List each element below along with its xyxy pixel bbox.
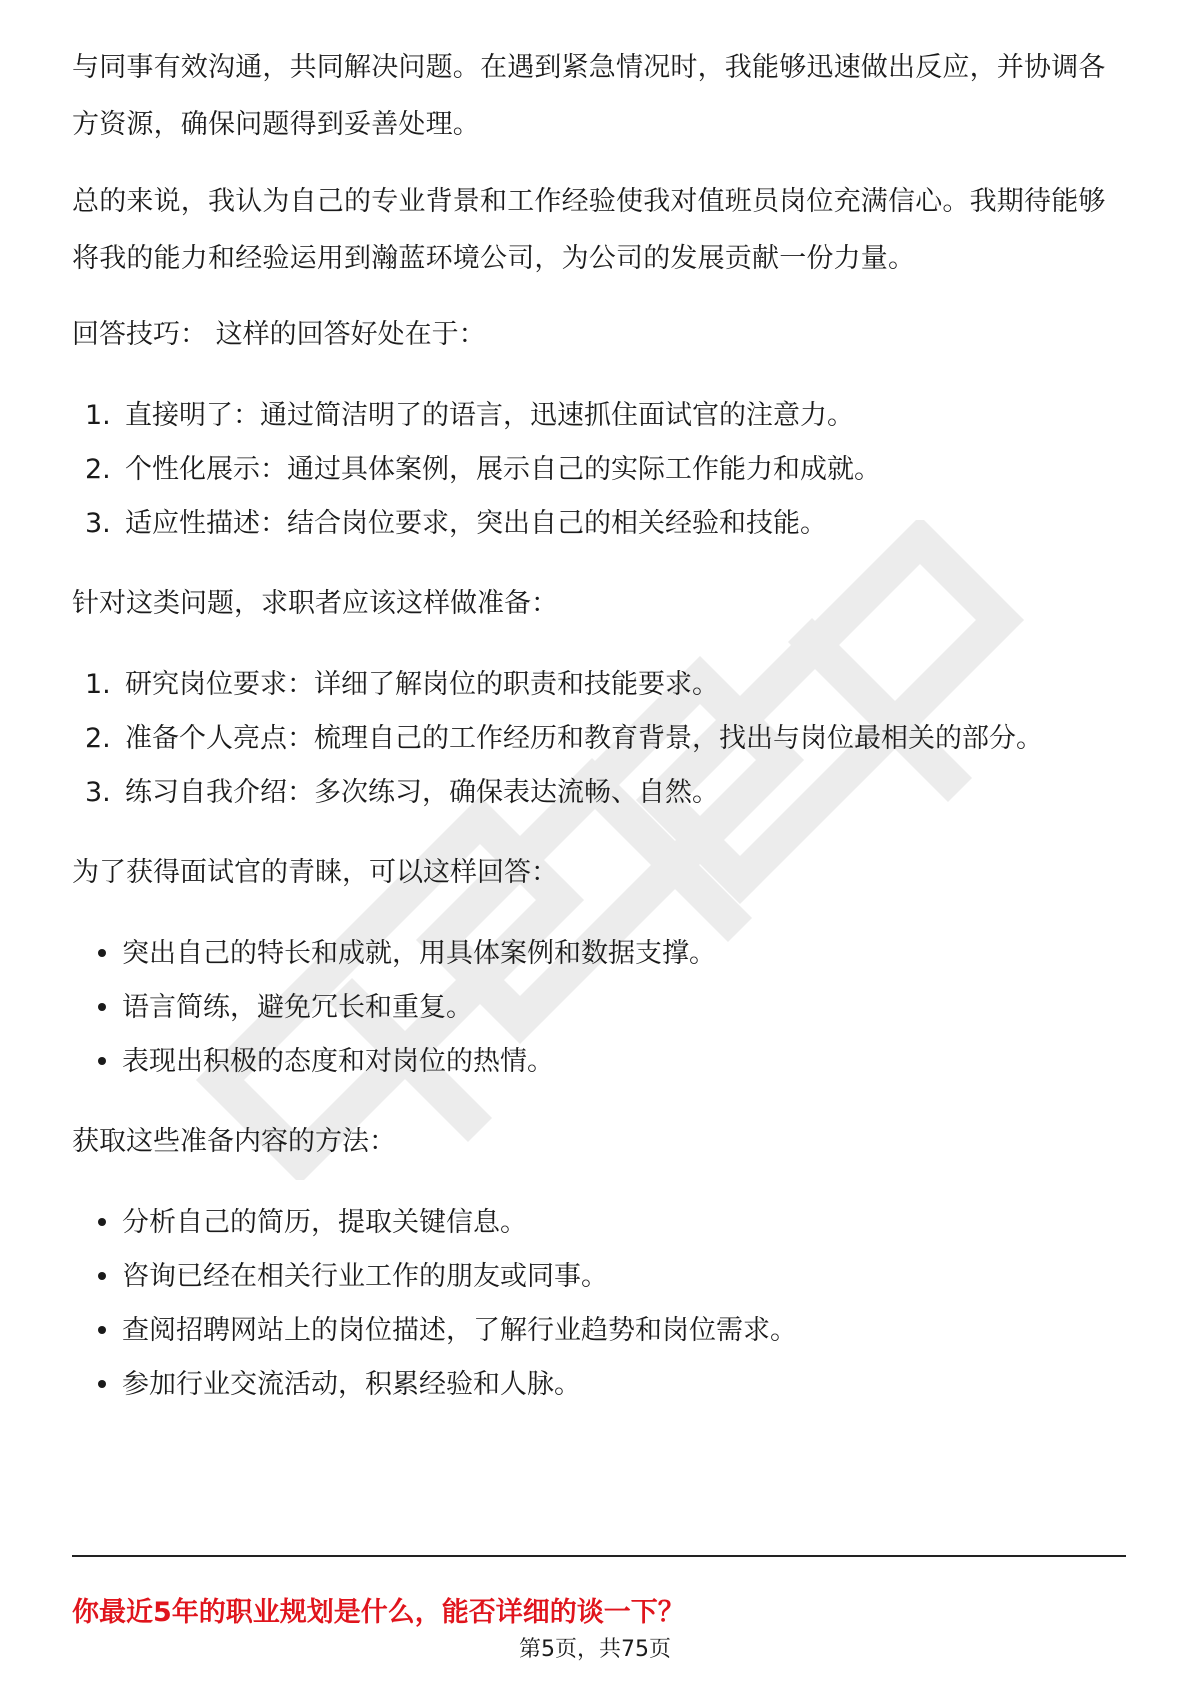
list-number: 3. <box>85 508 111 539</box>
prepare-heading: 针对这类问题，求职者应该这样做准备： <box>72 588 558 619</box>
list-number: 1. <box>85 400 111 431</box>
bullet-text: 突出自己的特长和成就，用具体案例和数据支撑。 <box>122 938 716 969</box>
bullet-dot-icon <box>98 1326 106 1334</box>
intro-paragraph-1: 与同事有效沟通，共同解决问题。在遇到紧急情况时，我能够迅速做出反应，并协调各方资源，确保问题得到妥善处理。 <box>72 52 1106 140</box>
impress-heading: 为了获得面试官的青睐，可以这样回答： <box>72 857 558 888</box>
bullet-text: 查阅招聘网站上的岗位描述，了解行业趋势和岗位需求。 <box>122 1315 797 1346</box>
bullet-text: 语言简练，避免冗长和重复。 <box>122 992 473 1023</box>
tips-list-item <box>85 396 854 436</box>
bullet-text: 分析自己的简历，提取关键信息。 <box>122 1207 527 1238</box>
list-text: 个性化展示：通过具体案例，展示自己的实际工作能力和成就。 <box>125 454 881 485</box>
list-text: 研究岗位要求：详细了解岗位的职责和技能要求。 <box>125 669 719 700</box>
list-number: 2. <box>85 454 111 485</box>
impress-bullet-item <box>98 988 473 1028</box>
methods-bullet-item <box>98 1311 797 1351</box>
bullet-dot-icon <box>98 1057 106 1065</box>
bullet-text: 参加行业交流活动，积累经验和人脉。 <box>122 1369 581 1400</box>
list-number: 2. <box>85 723 111 754</box>
intro-paragraph-2: 总的来说，我认为自己的专业背景和工作经验使我对值班员岗位充满信心。我期待能够将我的能力和经验运用到瀚蓝环境公司，为公司的发展贡献一份力量。 <box>72 186 1106 274</box>
bullet-dot-icon <box>98 1003 106 1011</box>
section-divider <box>72 1555 1126 1557</box>
prepare-list-item <box>85 773 719 813</box>
page-number: 第5页，共75页 <box>519 1637 671 1662</box>
tips-list-item <box>85 450 881 490</box>
impress-bullet-item <box>98 934 716 974</box>
list-text: 准备个人亮点：梳理自己的工作经历和教育背景，找出与岗位最相关的部分。 <box>125 723 1043 754</box>
list-text: 直接明了：通过简洁明了的语言，迅速抓住面试官的注意力。 <box>125 400 854 431</box>
methods-bullet-item <box>98 1257 608 1297</box>
impress-bullet-item <box>98 1042 554 1082</box>
bullet-dot-icon <box>98 1380 106 1388</box>
bullet-dot-icon <box>98 1272 106 1280</box>
bullet-dot-icon <box>98 1218 106 1226</box>
list-number: 1. <box>85 669 111 700</box>
tips-list-item <box>85 504 827 544</box>
prepare-list-item <box>85 719 1043 759</box>
methods-heading: 获取这些准备内容的方法： <box>72 1126 396 1157</box>
next-question-heading: 你最近5年的职业规划是什么，能否详细的谈一下？ <box>72 1597 685 1628</box>
methods-bullet-item <box>98 1203 527 1243</box>
bullet-dot-icon <box>98 949 106 957</box>
bullet-text: 咨询已经在相关行业工作的朋友或同事。 <box>122 1261 608 1292</box>
list-number: 3. <box>85 777 111 808</box>
tips-heading: 回答技巧： 这样的回答好处在于： <box>72 319 486 350</box>
methods-bullet-item <box>98 1365 581 1405</box>
bullet-text: 表现出积极的态度和对岗位的热情。 <box>122 1046 554 1077</box>
prepare-list-item <box>85 665 719 705</box>
list-text: 适应性描述：结合岗位要求，突出自己的相关经验和技能。 <box>125 508 827 539</box>
list-text: 练习自我介绍：多次练习，确保表达流畅、自然。 <box>125 777 719 808</box>
